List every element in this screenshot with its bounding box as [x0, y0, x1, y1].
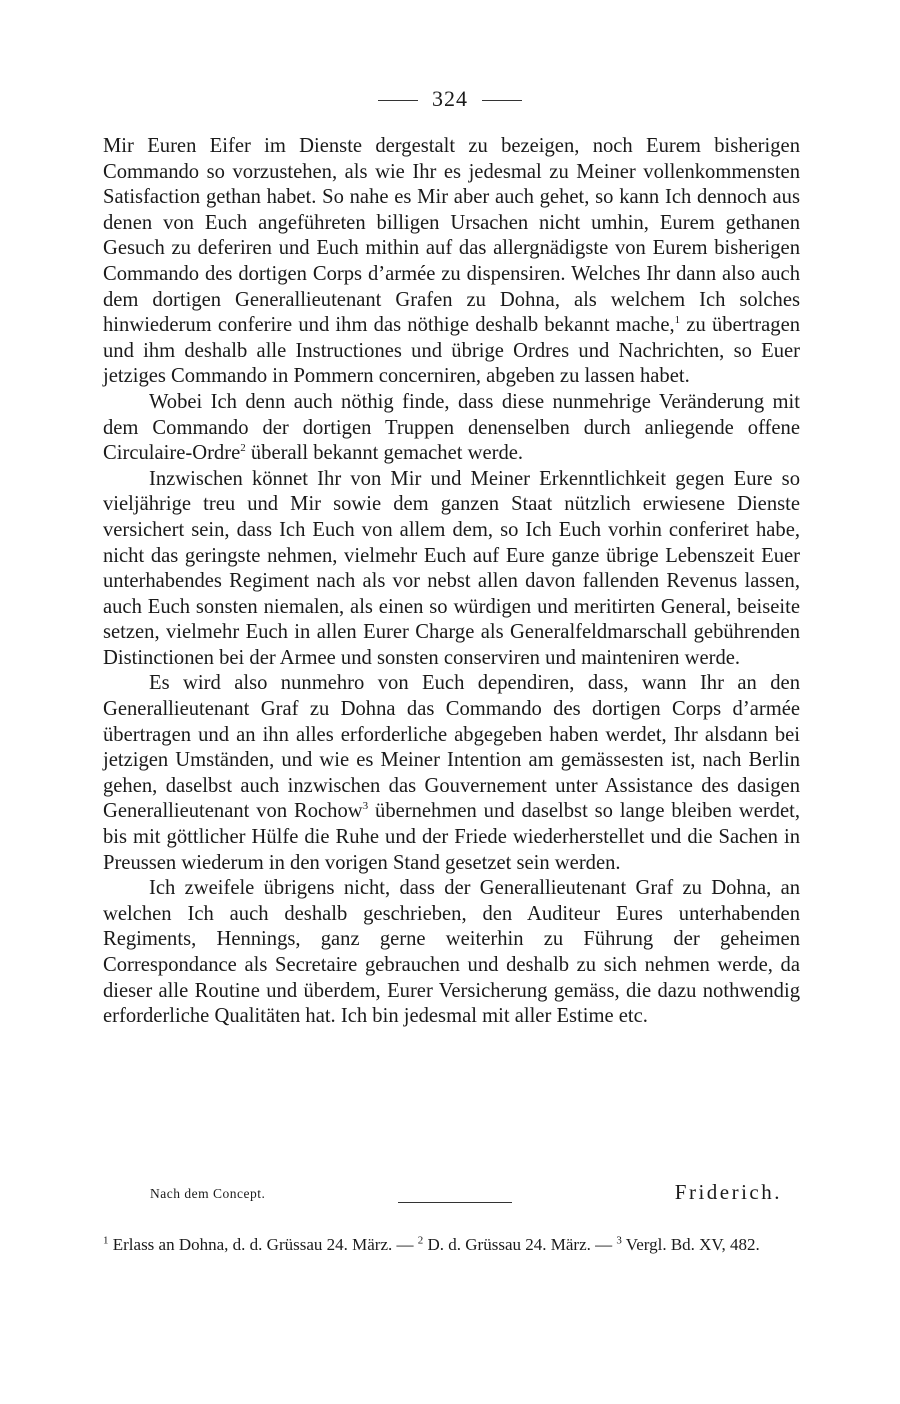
- paragraph-5: [103, 876, 800, 1030]
- signature: Friderich.: [674, 1180, 782, 1204]
- footnote-text: Erlass an Dohna, d. d. Grüssau 24. März. —: [108, 1235, 418, 1254]
- paragraph-text-cont: übernehmen und daselbst so lange bleiben werdet, bis mit göttlicher Hülfe die Ruhe und der Friede wiederherstellet und die Sachen in Preussen wiederum in den vorigen Stand gesetzet sein werden.: [103, 800, 800, 874]
- footnotes: [103, 1234, 800, 1256]
- footnote-ref-2: 2: [240, 442, 246, 455]
- footnote-text: Vergl. Bd. XV, 482.: [621, 1235, 760, 1254]
- paragraph-2: [103, 390, 800, 467]
- footnote-mark: 1: [103, 1234, 109, 1247]
- page-header: [0, 86, 900, 112]
- paragraph-text: Ich zweifele übrigens nicht, dass der Generallieutenant Graf zu Dohna, an welchen Ich auch deshalb geschrieben, den Auditeur Eures unterhabenden Regiments, Hennings, ganz gerne weiterhin zu Führung der geheimen Correspondance als Secretaire gebrauchen und deshalb zu sich nehmen werde, da dieser alle Routine und überdem, Eurer Versicherung gemäss, die dazu nothwendig erforderliche Qualitäten hat. Ich bin jedesmal mit aller Estime etc.: [103, 877, 800, 1028]
- footnote-ref-3: 3: [362, 800, 369, 813]
- header-dash-left: [378, 100, 418, 101]
- paragraph-text: Inzwischen könnet Ihr von Mir und Meiner Erkenntlichkeit gegen Eure so vieljährige treu und Mir sowie dem ganzen Staat nützlich erwiesene Dienste versichert sein, dass Ich Euch von allem dem, so Ich Euch vorhin conferiret habe, nicht das geringste nehmen, vielmehr Euch auf Eure ganze übrige Lebenszeit Euer unterhabendes Regiment nach als vor nebst allen davon fallenden Revenus lassen, auch Euch sonsten niemalen, als einen so würdigen und meritirten General, beiseite setzen, vielmehr Euch in allen Eurer Charge als Generalfeldmarschall gebührenden Distinctionen bei der Armee und sonsten conserviren und mainteniren werde.: [103, 467, 800, 669]
- letter-body: [103, 134, 800, 1030]
- paragraph-3: [103, 467, 800, 672]
- footnote-mark: 3: [616, 1234, 622, 1247]
- paragraph-4: [103, 671, 800, 876]
- footnote-mark: 2: [417, 1234, 424, 1247]
- page-number: 324: [432, 86, 468, 111]
- paragraph-text: Mir Euren Eifer im Dienste dergestalt zu bezeigen, noch Eurem bisherigen Commando so vorzustehen, als wie Ihr es jedesmal zu Meiner vollenkommensten Satisfaction gethan habet. So nahe es Mir aber auch gehet, so kann Ich dennoch aus denen von Euch angeführeten billigen Ursachen nicht umhin, Eurem gethanen Gesuch zu deferiren und Euch mithin auf das allergnädigste von Eurem bisherigen Commando des dortigen Corps d’armée zu dispensiren. Welches Ihr dann also auch dem dortigen Generallieutenant Grafen zu Dohna, als welchem Ich solches hinwiederum conferire und ihm das nöthige deshalb bekannt mache,: [103, 135, 800, 337]
- footnote-block: [103, 1234, 800, 1256]
- footnote-ref-1: 1: [674, 314, 681, 327]
- footnote-text: D. d. Grüssau 24. März. —: [423, 1235, 617, 1254]
- paragraph-text: Wobei Ich denn auch nöthig finde, dass diese nunmehrige Veränderung mit dem Commando der dortigen Truppen denenselben durch anliegende offene Circulaire-Ordre: [103, 390, 800, 465]
- closing-rule: [398, 1202, 512, 1203]
- header-dash-right: [482, 100, 522, 101]
- paragraph-text: Es wird also nunmehro von Euch dependiren, dass, wann Ihr an den Generallieutenant Graf zu Dohna das Commando des dortigen Corps d’armée übertragen und an ihn alles erforderliche abgegeben haben werdet, Ihr alsdann bei jetzigen Umständen, und wie es Meiner Intention am gemässesten ist, nach Berlin gehen, daselbst auch inzwischen das Gouvernement unter Assistance des dasigen Generallieutenant von Rochow: [103, 672, 800, 823]
- paragraph-1: [103, 134, 800, 390]
- closing-line: [150, 1180, 782, 1210]
- paragraph-text-cont: überall bekannt gemachet werde.: [245, 442, 524, 465]
- source-note: Nach dem Concept.: [150, 1186, 266, 1201]
- paragraph-text-cont: zu übertragen und ihm deshalb alle Instructiones und übrige Ordres und Nachrichten, so Euer jetziges Commando in Pommern concerniren, abgeben zu lassen habet.: [103, 314, 801, 388]
